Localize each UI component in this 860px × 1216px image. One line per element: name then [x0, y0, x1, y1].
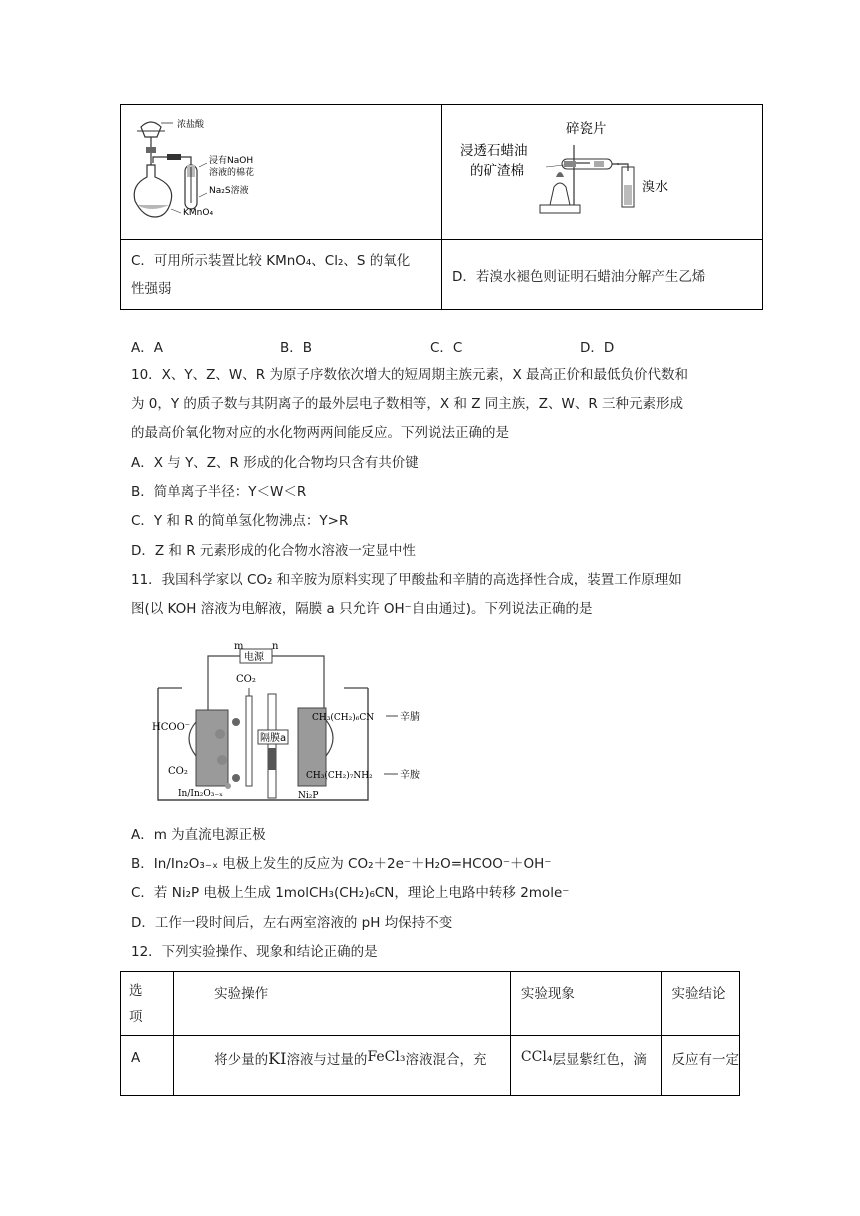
- q10-stem-line1: 10．X、Y、Z、W、R 为原子序数依次增大的短周期主族元素，X 最高正价和最低负价代数和: [131, 367, 688, 383]
- nitrile-formula-label: CH₃(CH₂)₆CN: [312, 713, 375, 723]
- q9-option-d[interactable]: D．D: [580, 340, 615, 356]
- q10-stem-line2: 为 0，Y 的质子数与其阴离子的最外层电子数相等，X 和 Z 同主族，Z、W、R 三种元素形成: [131, 396, 684, 412]
- cell-d-text: [442, 240, 763, 310]
- q9-option-b[interactable]: B．B: [280, 340, 313, 356]
- cell-c-text: [121, 240, 442, 310]
- ccl4-formula: CCl₄: [520, 1049, 553, 1065]
- row-a-operation-part2: 溶液与过量的: [286, 1052, 368, 1068]
- na2s-label: Na₂S溶液: [209, 186, 249, 196]
- q10-option-d[interactable]: D．Z 和 R 元素形成的化合物水溶液一定显中性: [131, 543, 416, 559]
- q9-option-a[interactable]: A．A: [131, 340, 163, 356]
- amine-name-label: 辛胺: [400, 770, 420, 781]
- paraffin-label-2: 的矿渣棉: [470, 163, 524, 179]
- option-c-text-line1: C．可用所示装置比较 KMnO₄、Cl₂、S 的氧化: [131, 252, 411, 269]
- q12-stem: 12．下列实验操作、现象和结论正确的是: [131, 944, 378, 960]
- terminal-n-label: n: [272, 641, 279, 652]
- q11-option-b[interactable]: B．In/In₂O₃₋ₓ 电极上发生的反应为 CO₂＋2e⁻＋H₂O=HCOO⁻＋OH⁻: [131, 856, 552, 872]
- q10-option-c[interactable]: C．Y 和 R 的简单氢化物沸点：Y>R: [131, 513, 349, 529]
- q9-figure-table: [120, 104, 763, 310]
- naoh-cotton-label-1: 浸有NaOH: [209, 156, 254, 166]
- header-phenomenon: 实验现象: [510, 972, 661, 1036]
- row-a-operation-part1: 将少量的: [214, 1052, 269, 1068]
- q10-option-b[interactable]: B．简单离子半径：Y＜W＜R: [131, 484, 307, 500]
- left-electrode-label: In/In₂O₃₋ₓ: [178, 789, 223, 799]
- amine-formula-label: CH₃(CH₂)₇NH₂: [306, 771, 373, 781]
- formate-label: HCOO⁻: [152, 722, 191, 733]
- electrolysis-cell-diagram: [148, 638, 438, 808]
- co2-inlet-label: CO₂: [236, 674, 256, 685]
- q12-table: [120, 971, 740, 1096]
- kmno4-label: KMnO₄: [183, 208, 214, 218]
- row-a-operation-part3: 溶液混合，充: [405, 1052, 487, 1068]
- q11-stem-line1: 11．我国科学家以 CO₂ 和辛胺为原料实现了甲酸盐和辛腈的高选择性合成，装置工作原理如: [131, 572, 682, 588]
- q9-option-c[interactable]: C．C: [430, 340, 463, 356]
- power-supply-label: 电源: [244, 652, 264, 663]
- fecl3-formula: FeCl₃: [367, 1049, 406, 1065]
- option-d-text: D．若溴水褪色则证明石蜡油分解产生乙烯: [452, 268, 706, 285]
- header-conclusion: 实验结论: [661, 972, 740, 1036]
- cell-c-figure: [121, 105, 442, 240]
- porcelain-label: 碎瓷片: [566, 121, 607, 137]
- right-electrode-label: Ni₂P: [298, 791, 319, 801]
- terminal-m-label: m: [234, 641, 244, 652]
- row-a-operation: [174, 1036, 511, 1096]
- header-option: [121, 972, 174, 1036]
- row-a-option: A: [121, 1036, 174, 1096]
- membrane-label: 隔膜a: [260, 733, 287, 744]
- paraffin-label-1: 浸透石蜡油: [460, 143, 528, 159]
- option-c-text-line2: 性强弱: [131, 280, 172, 297]
- co2-feed-label: CO₂: [168, 766, 188, 777]
- row-a-phenomenon: [510, 1036, 661, 1096]
- naoh-cotton-label-2: 溶液的棉花: [209, 168, 255, 178]
- cell-d-figure: [442, 105, 763, 240]
- q11-option-c[interactable]: C．若 Ni₂P 电极上生成 1molCH₃(CH₂)₆CN，理论上电路中转移 2mole⁻: [131, 885, 570, 901]
- q11-option-d[interactable]: D．工作一段时间后，左右两室溶液的 pH 均保持不变: [131, 915, 453, 931]
- ki-formula: KI: [268, 1049, 287, 1068]
- nitrile-name-label: 辛腈: [400, 712, 420, 723]
- bromine-water-label: 溴水: [642, 180, 669, 195]
- row-a-conclusion: 反应有一定: [661, 1036, 740, 1096]
- conc-hcl-label: 浓盐酸: [177, 120, 205, 130]
- q11-option-a[interactable]: A．m 为直流电源正极: [131, 827, 266, 843]
- chlorine-apparatus-diagram: [121, 105, 441, 235]
- q10-stem-line3: 的最高价氧化物对应的水化物两两间能反应。下列说法正确的是: [131, 425, 509, 441]
- paraffin-cracking-diagram: [442, 105, 762, 235]
- row-a-phenomenon-text: 层显紫红色，滴: [552, 1052, 647, 1068]
- q10-option-a[interactable]: A．X 与 Y、Z、R 形成的化合物均只含有共价键: [131, 455, 419, 471]
- header-operation: 实验操作: [174, 972, 511, 1036]
- q11-stem-line2: 图(以 KOH 溶液为电解液，隔膜 a 只允许 OH⁻自由通过)。下列说法正确的是: [131, 601, 593, 617]
- header-option-text: 选项: [129, 982, 143, 1025]
